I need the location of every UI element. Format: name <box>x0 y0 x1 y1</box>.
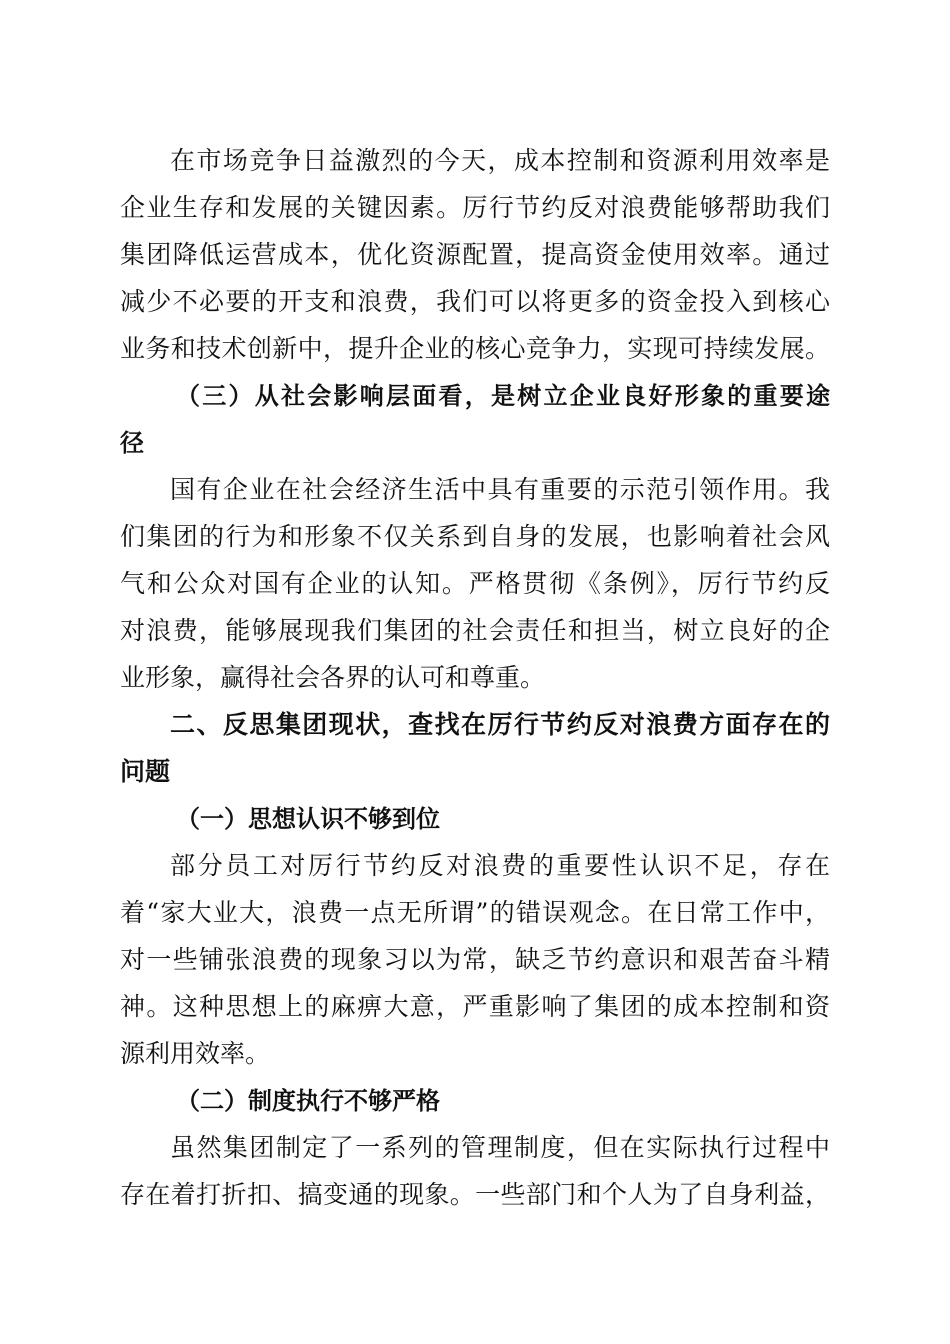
paragraph-line: 企业生存和发展的关键因素。厉行节约反对浪费能够帮助我们 <box>120 193 830 222</box>
paragraph-line: 们集团的行为和形象不仅关系到自身的发展，也影响着社会风 <box>120 522 830 551</box>
paragraph-line: 着“家大业大，浪费一点无所谓”的错误观念。在日常工作中， <box>120 898 830 927</box>
paragraph-line: 国有企业在社会经济生活中具有重要的示范引领作用。我 <box>170 475 830 504</box>
section-heading-3-cont: 径 <box>120 429 144 457</box>
paragraph-line: 对浪费，能够展现我们集团的社会责任和担当，树立良好的企 <box>120 616 830 645</box>
paragraph-line: 存在着打折扣、搞变通的现象。一些部门和个人为了自身利益， <box>120 1180 830 1209</box>
paragraph-line: 气和公众对国有企业的认知。严格贯彻《条例》，厉行节约反 <box>120 569 830 598</box>
paragraph-line: 虽然集团制定了一系列的管理制度，但在实际执行过程中 <box>170 1133 830 1162</box>
paragraph-line: 对一些铺张浪费的现象习以为常，缺乏节约意识和艰苦奋斗精 <box>120 945 830 974</box>
chapter-heading-2: 二、反思集团现状，查找在厉行节约反对浪费方面存在的 <box>170 710 830 739</box>
paragraph-line: 减少不必要的开支和浪费，我们可以将更多的资金投入到核心 <box>120 287 830 316</box>
chapter-heading-2-cont: 问题 <box>120 757 171 786</box>
paragraph-line: 部分员工对厉行节约反对浪费的重要性认识不足，存在 <box>170 851 830 880</box>
paragraph-line: 在市场竞争日益激烈的今天，成本控制和资源利用效率是 <box>170 146 830 175</box>
paragraph-line: 集团降低运营成本，优化资源配置，提高资金使用效率。通过 <box>120 240 830 269</box>
paragraph-line: 业务和技术创新中，提升企业的核心竞争力，实现可持续发展。 <box>120 334 830 363</box>
section-heading-1: （一）思想认识不够到位 <box>176 805 440 833</box>
section-heading-3: （三）从社会影响层面看，是树立企业良好形象的重要途 <box>176 382 830 410</box>
paragraph-line: 业形象，赢得社会各界的认可和尊重。 <box>120 663 546 692</box>
section-heading-2: （二）制度执行不够严格 <box>176 1087 440 1115</box>
paragraph-line: 源利用效率。 <box>120 1039 271 1068</box>
paragraph-line: 神。这种思想上的麻痹大意，严重影响了集团的成本控制和资 <box>120 992 830 1021</box>
